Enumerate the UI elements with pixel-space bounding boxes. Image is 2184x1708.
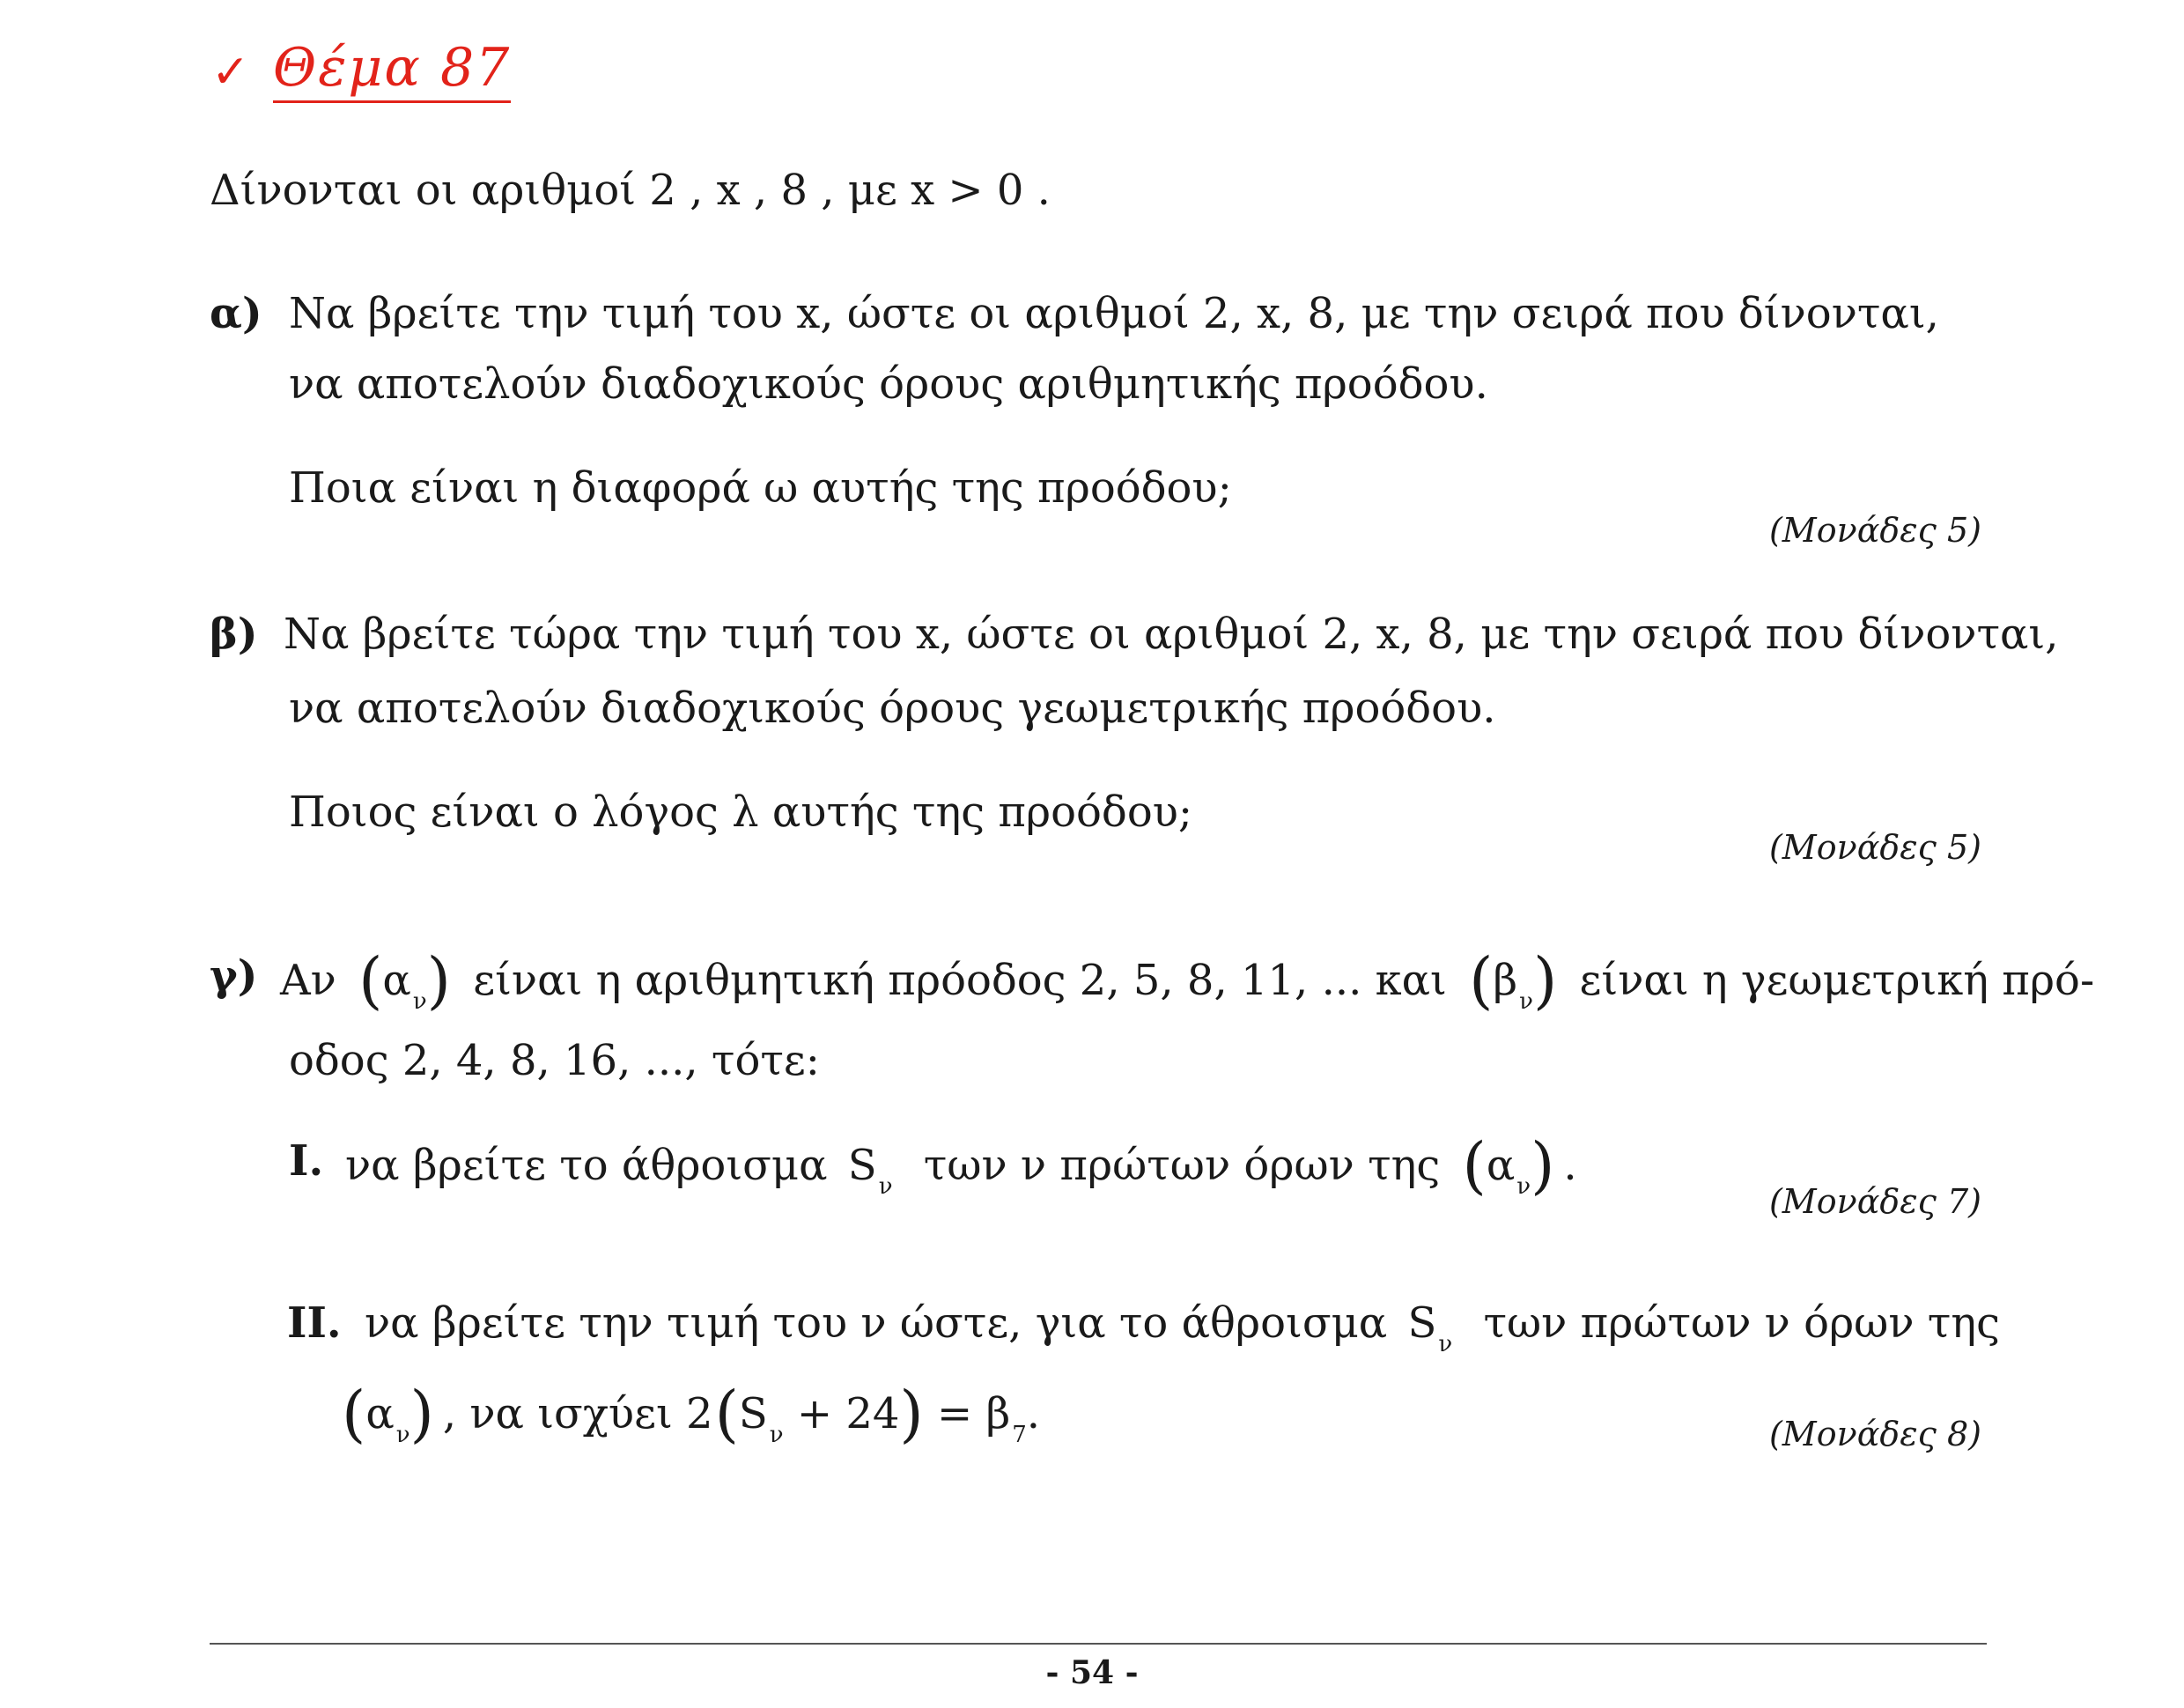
alpha-sequence-symbol: $(\alpha_\nu)$ [358,944,451,1017]
beta-seven-symbol: $\beta_7$ [985,1389,1027,1448]
sub-i-marks: (Μονάδες 7) [1768,1182,1981,1221]
part-c-mid1: είναι η αριθμητική πρόοδος 2, 5, 8, 11, ... και [473,956,1447,1005]
sub-i-text1: να βρείτε το άθροισμα [345,1141,828,1190]
part-c-line1 [280,937,2095,1017]
part-c-mid2: είναι η γεωμετρική πρό- [1579,956,2095,1005]
sub-i-label: I. [289,1136,324,1186]
part-a-line2: να αποτελούν διαδοχικούς όρους αριθμητικής προόδου. [289,359,1488,409]
sub-i-text2: των ν πρώτων όρων της [923,1141,1441,1190]
sub-ii-line2: $(\alpha_\nu)$ , να ισχύει $2(S_\nu + 24) = \beta_7$. [342,1371,1040,1443]
page-number: - 54 - [1045,1654,1139,1691]
part-b-question: Ποιος είναι ο λόγος λ αυτής της προόδου; [289,787,1193,837]
part-a-label: α) [210,289,262,338]
part-c-label: γ) [210,951,258,1001]
sub-i-line: να βρείτε το άθροισμα $S_\nu$ των ν πρώτων όρων της $(\alpha_\nu)$ . [345,1122,1577,1194]
sub-ii-text2: των πρώτων ν όρων της [1483,1298,2000,1348]
alpha-sequence-symbol: $(\alpha_\nu)$ [1462,1129,1555,1202]
part-b-line2: να αποτελούν διαδοχικούς όρους γεωμετρικής προόδου. [289,684,1496,733]
sum-symbol: $S_\nu$ [847,1141,893,1200]
part-a-question: Ποια είναι η διαφορά ω αυτής της προόδου; [289,463,1232,513]
sub-ii-label: II. [287,1298,342,1348]
sub-ii-text3: , να ισχύει 2 [442,1389,713,1438]
intro-text: Δίνονται οι αριθμοί 2 , x , 8 , με x > 0 . [210,166,1051,215]
footer-divider [210,1643,1987,1645]
check-mark-icon: ✓ [211,46,250,99]
part-b-line1: Να βρείτε τώρα την τιμή του x, ώστε οι αριθμοί 2, x, 8, με την σειρά που δίνονται, [284,610,2059,659]
part-b-label: β) [210,610,258,659]
part-b-marks: (Μονάδες 5) [1768,828,1981,867]
page-title: Θέμα 87 [273,37,511,103]
part-c-word-an: Αν [280,956,336,1005]
alpha-sequence-symbol: $(\alpha_\nu)$ [342,1378,434,1450]
sub-ii-text1: να βρείτε την τιμή του ν ώστε, για το άθροισμα [365,1298,1388,1348]
part-c-line2: οδος 2, 4, 8, 16, ..., τότε: [289,1036,820,1085]
part-a-marks: (Μονάδες 5) [1768,511,1981,550]
sub-ii-marks: (Μονάδες 8) [1768,1415,1981,1453]
sum-symbol: $S_\nu$ [1407,1298,1453,1357]
equation-expression: $(S_\nu + 24)$ [714,1378,924,1450]
beta-sequence-symbol: $(\beta_\nu)$ [1469,944,1558,1017]
part-a-line1: Να βρείτε την τιμή του x, ώστε οι αριθμοί 2, x, 8, με την σειρά που δίνονται, [289,289,1939,338]
sub-ii-line1 [365,1298,2000,1357]
